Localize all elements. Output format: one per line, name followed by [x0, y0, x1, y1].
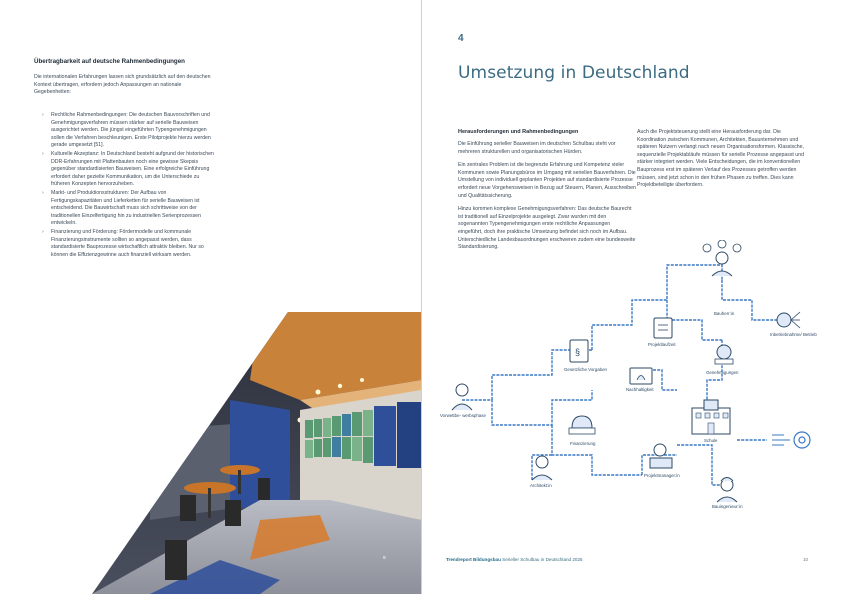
footer-title: Serieller Schulbau in Deutschland 2025	[502, 557, 583, 562]
paragraph-document-icon	[570, 340, 588, 362]
stamp-icon	[715, 345, 733, 364]
list-item: › Kulturelle Akzeptanz: In Deutschland besteht aufgrund der historischen DDR-Erfahrungen mit Plattenbauten noch eine gewisse Skepsis gegenüber standardisierten Bauweisen. Eine erfolgreiche Einführung erfordert daher gezielte Kommunikation, um die Unterschiede zu früheren Konzepten hervorzuheben.	[42, 150, 214, 188]
list-item: › Markt- und Produktionsstrukturen: Der Aufbau von Fertigungskapazitäten und Lieferketten für serielle Bauweisen ist entscheidend. Die Bauwirtschaft muss sich schrittweise von der traditionellen Einzelfertigung hin zu industriellen Serienprozessen entwickeln.	[42, 189, 201, 227]
list-item: › Finanzierung und Förderung: Fördermodelle und kommunale Finanzierungsinstrumente sollten so angepasst werden, dass standardisierte Bauprozesse wirtschaftlich attraktiv bleiben. Nur so können die Effizienzgewinne auch finanziell wirksam werden.	[42, 228, 204, 258]
bauherr-icon	[703, 240, 741, 276]
money-bag-icon	[569, 416, 595, 434]
section-heading: Herausforderungen und Rahmenbedingungen	[458, 129, 579, 135]
label-bauingenieur: Bauingenieur:in	[712, 504, 743, 509]
left-heading: Übertragbarkeit auf deutsche Rahmenbedingungen	[34, 58, 185, 65]
network-icon	[777, 312, 800, 328]
page-number: 10	[803, 557, 809, 562]
label-projektlaufzeit: Projektlaufzeit	[648, 342, 676, 347]
label-nachhaltigkeit: Nachhaltigkeit	[626, 387, 654, 392]
label-vorwettbewerb: Vorwettbe- werbsphase	[440, 413, 486, 418]
person-presenter-icon	[452, 384, 472, 410]
label-gesetzliche: Gesetzliche Vorgaben	[564, 367, 607, 372]
footer-brand: Trendreport Bildungsbau	[446, 557, 501, 562]
paragraph: Die Einführung serieller Bauweisen im deutschen Schulbau steht vor mehreren strukturellen und organisatorischen Hürden.	[458, 141, 616, 155]
list-item: › Rechtliche Rahmenbedingungen: Die deutschen Bauvorschriften und Genehmigungsverfahren müssen stärker auf serielle Bauweisen ausgerichtet werden. Die jüngst eingeführten Typengenehmigungen sollen die Verfahren beschleunigen. Erste Pilotprojekte hierzu werden gerade umgesetzt [51].	[42, 112, 211, 149]
chapter-number: 4	[458, 33, 464, 44]
footer	[446, 557, 583, 562]
leaf-monitor-icon	[630, 368, 652, 384]
school-hallway-photo	[0, 0, 421, 594]
label-bauherr: Bauherr:in	[714, 311, 735, 316]
paragraph: Ein zentrales Problem ist die begrenzte Erfahrung und Kompetenz vieler Kommunen sowie Planungsbüros im Umgang mit seriellen Bauverfahren. Die Umstellung von individuell geplanten Projekten auf standardisierte Prozesse erfordert neue Vorgehensweisen in Bezug auf Steuern, Planen, Ausschreiben und Qualitätssicherung.	[458, 162, 636, 199]
calendar-icon	[654, 318, 672, 338]
label-finanzierung: Finanzierung	[570, 441, 596, 446]
paragraph: Hinzu kommen komplexe Genehmigungsverfahren: Das deutsche Baurecht ist traditionell auf Einzelprojekte ausgelegt. Zwar wurden mit den sogenannten Typengenehmigungen erste rechtliche Anpassungen eingeführt, doch ihre praktische Umsetzung befindet sich noch im Aufbau. Unterschiedliche Landesbauordnungen erschweren zudem eine bundesweite Standardisierung.	[458, 206, 636, 251]
chevron-right-icon: ›	[42, 112, 44, 118]
left-intro: Die internationalen Erfahrungen lassen sich grundsätzlich auf den deutschen Kontext übertragen, erfordern jedoch Anpassungen an nationale Gegebenheiten:	[34, 74, 211, 96]
chevron-right-icon: ›	[42, 228, 44, 235]
right-page	[422, 0, 843, 594]
engineer-icon	[717, 478, 737, 503]
chevron-right-icon: ›	[42, 150, 44, 157]
school-building-icon	[692, 400, 730, 434]
page-number: 9	[383, 556, 386, 561]
label-schule: Schule	[704, 438, 718, 443]
gear-icon	[794, 432, 810, 448]
chapter-title: Umsetzung in Deutschland	[458, 63, 690, 83]
text-column-1	[458, 129, 636, 258]
project-manager-icon	[650, 444, 672, 468]
svg-text:§: §	[575, 347, 581, 357]
stakeholder-network-diagram	[422, 240, 843, 540]
text-column-2	[637, 129, 809, 196]
label-architekt: Architekt:in	[530, 483, 552, 488]
left-page	[0, 0, 421, 594]
chevron-right-icon: ›	[42, 189, 44, 196]
architect-icon	[532, 456, 552, 480]
label-inbetriebnahme: Inbetriebnahme/ Betrieb	[770, 332, 817, 337]
paragraph: Auch die Projektsteuerung stellt eine Herausforderung dar. Die Koordination zwischen Kommunen, Architekten, Bauunternehmen und späteren Nutzern verlangt nach neuen Organisationsformen. Klassische, sequenzielle Projektabläufe müssen für serielle Prozesse angepasst und stärker integriert werden. Viele Entscheidungen, die im konventionellen Bauprozess erst im späteren Verlauf des Prozesses getroffen werden müssen, sind jetzt schon in den frühen Phasen zu treffen. Dies kann Projektbeteiligte überfordern.	[637, 129, 804, 189]
label-genehmigungen: Genehmigungen	[706, 370, 739, 375]
label-projektmanager: Projektmanager:in	[644, 473, 680, 478]
